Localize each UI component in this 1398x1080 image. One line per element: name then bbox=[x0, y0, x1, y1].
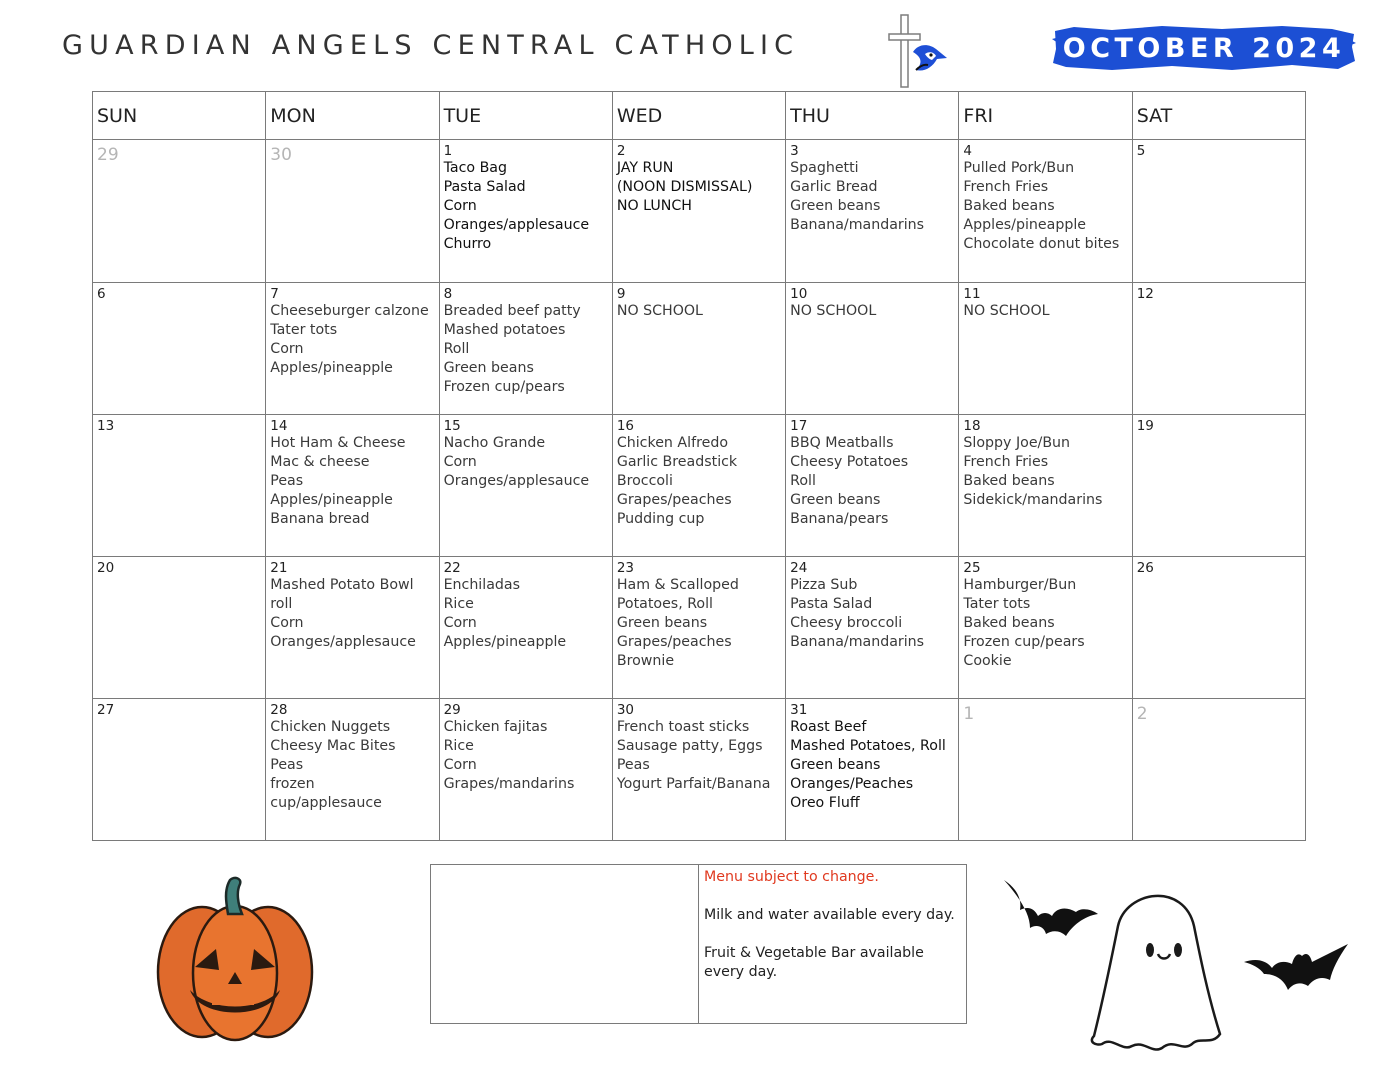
menu-calendar bbox=[92, 91, 1306, 841]
bat-right-icon bbox=[1242, 940, 1352, 992]
notes-box bbox=[430, 864, 967, 1024]
menu-change-notice: Menu subject to change. bbox=[704, 869, 879, 885]
menu-item: Corn bbox=[443, 615, 477, 631]
calendar-day-cell bbox=[1132, 557, 1305, 699]
fruit-bar-note-line2: every day. bbox=[704, 964, 778, 980]
menu-item: (NOON DISMISSAL) bbox=[616, 179, 753, 195]
calendar-day-cell bbox=[959, 415, 1132, 557]
calendar-day-cell bbox=[93, 415, 266, 557]
day-number: 4 bbox=[963, 143, 972, 159]
calendar-day-cell bbox=[439, 557, 612, 699]
calendar-day-cell bbox=[439, 699, 612, 841]
day-number: 24 bbox=[790, 560, 808, 576]
calendar-week-row bbox=[93, 699, 1306, 841]
calendar-day-cell bbox=[439, 415, 612, 557]
menu-item: Chocolate donut bites bbox=[963, 236, 1120, 252]
calendar-day-cell bbox=[959, 557, 1132, 699]
menu-item: Green beans bbox=[790, 492, 881, 508]
menu-item: Cheesy Potatoes bbox=[790, 454, 909, 470]
calendar-day-cell bbox=[612, 283, 785, 415]
menu-item: Breaded beef patty bbox=[443, 303, 581, 319]
calendar-week-row bbox=[93, 415, 1306, 557]
menu-item: Corn bbox=[443, 757, 477, 773]
menu-item: Spaghetti bbox=[790, 160, 859, 176]
calendar-day-cell bbox=[93, 557, 266, 699]
day-number: 16 bbox=[616, 418, 635, 434]
menu-item: Cookie bbox=[963, 653, 1012, 669]
menu-item: JAY RUN bbox=[616, 160, 674, 176]
menu-item: Sausage patty, Eggs bbox=[616, 738, 763, 754]
day-number: 25 bbox=[963, 560, 981, 576]
calendar-day-cell bbox=[786, 283, 959, 415]
school-title: GUARDIAN ANGELS CENTRAL CATHOLIC bbox=[62, 30, 800, 61]
weekday-wed: WED bbox=[612, 92, 785, 140]
menu-item: Oranges/applesauce bbox=[443, 473, 590, 489]
menu-item: Banana bread bbox=[270, 511, 370, 527]
menu-item: NO SCHOOL bbox=[616, 303, 703, 319]
menu-item: Nacho Grande bbox=[443, 435, 546, 451]
menu-item: Grapes/peaches bbox=[616, 492, 732, 508]
calendar-day-cell bbox=[786, 415, 959, 557]
menu-item: Corn bbox=[270, 615, 304, 631]
menu-item: Apples/pineapple bbox=[963, 217, 1087, 233]
menu-item: Cheesy broccoli bbox=[790, 615, 903, 631]
menu-item: Chicken fajitas bbox=[443, 719, 548, 735]
day-number: 7 bbox=[270, 286, 279, 302]
calendar-day-cell bbox=[786, 140, 959, 283]
ghost-icon bbox=[1074, 886, 1224, 1056]
menu-item: Pizza Sub bbox=[790, 577, 858, 593]
month-banner bbox=[1052, 25, 1356, 71]
menu-item: Baked beans bbox=[963, 473, 1055, 489]
calendar-day-cell bbox=[612, 699, 785, 841]
menu-item: Oranges/applesauce bbox=[443, 217, 590, 233]
menu-item: Sloppy Joe/Bun bbox=[963, 435, 1071, 451]
calendar-day-cell bbox=[266, 415, 439, 557]
menu-item: Grapes/peaches bbox=[616, 634, 732, 650]
menu-item: Banana/pears bbox=[790, 511, 889, 527]
weekday-tue: TUE bbox=[439, 92, 612, 140]
calendar-day-cell bbox=[93, 140, 266, 283]
day-number: 27 bbox=[97, 702, 115, 718]
menu-item: frozen bbox=[270, 776, 315, 792]
menu-item: Apples/pineapple bbox=[270, 492, 393, 508]
menu-item: Pasta Salad bbox=[790, 596, 873, 612]
day-number: 15 bbox=[443, 418, 461, 434]
calendar-day-cell bbox=[612, 557, 785, 699]
menu-item: Frozen cup/pears bbox=[963, 634, 1085, 650]
menu-item: Hot Ham & Cheese bbox=[270, 435, 406, 451]
day-number: 21 bbox=[270, 560, 288, 576]
menu-item: Green beans bbox=[616, 615, 708, 631]
menu-item: Broccoli bbox=[616, 473, 673, 489]
day-number: 12 bbox=[1136, 286, 1154, 302]
day-number: 9 bbox=[616, 286, 626, 302]
menu-item: Apples/pineapple bbox=[270, 360, 393, 376]
menu-item: French Fries bbox=[963, 179, 1049, 195]
month-title: OCTOBER 2024 bbox=[1062, 33, 1346, 64]
menu-item: Sidekick/mandarins bbox=[963, 492, 1103, 508]
menu-item: Corn bbox=[443, 198, 477, 214]
calendar-week-row bbox=[93, 557, 1306, 699]
weekday-fri: FRI bbox=[959, 92, 1132, 140]
menu-item: Roll bbox=[790, 473, 816, 489]
menu-item: Banana/mandarins bbox=[790, 634, 925, 650]
weekday-sat: SAT bbox=[1132, 92, 1305, 140]
cross-bluejay-logo bbox=[880, 12, 960, 90]
menu-item: Corn bbox=[443, 454, 477, 470]
menu-item: roll bbox=[270, 596, 293, 612]
menu-item: Churro bbox=[443, 236, 492, 252]
menu-item: BBQ Meatballs bbox=[790, 435, 894, 451]
milk-water-note: Milk and water available every day. bbox=[704, 907, 955, 923]
jack-o-lantern-icon bbox=[150, 872, 320, 1044]
menu-item: Oranges/Peaches bbox=[790, 776, 914, 792]
menu-item: French toast sticks bbox=[616, 719, 750, 735]
fruit-bar-note-line1: Fruit & Vegetable Bar available bbox=[704, 945, 924, 961]
menu-item: French Fries bbox=[963, 454, 1049, 470]
calendar-day-cell bbox=[266, 283, 439, 415]
menu-item: Cheeseburger calzone bbox=[270, 303, 429, 319]
menu-item: Pudding cup bbox=[616, 511, 705, 527]
day-number: 19 bbox=[1136, 418, 1154, 434]
calendar-day-cell bbox=[786, 557, 959, 699]
calendar-day-cell bbox=[266, 699, 439, 841]
calendar-day-cell bbox=[93, 283, 266, 415]
menu-item: Rice bbox=[443, 596, 474, 612]
menu-item: Brownie bbox=[616, 653, 675, 669]
menu-item: Enchiladas bbox=[443, 577, 520, 593]
menu-item: Hamburger/Bun bbox=[963, 577, 1077, 593]
menu-item: Chicken Alfredo bbox=[616, 435, 729, 451]
day-number: 1 bbox=[443, 143, 453, 159]
menu-item: Green beans bbox=[443, 360, 534, 376]
calendar-day-cell bbox=[959, 140, 1132, 283]
menu-item: NO SCHOOL bbox=[790, 303, 877, 319]
day-number: 17 bbox=[790, 418, 808, 434]
day-number: 3 bbox=[790, 143, 799, 159]
menu-item: Roll bbox=[443, 341, 470, 357]
menu-item: Mashed potatoes bbox=[443, 322, 566, 338]
calendar-day-cell bbox=[612, 140, 785, 283]
menu-item: Baked beans bbox=[963, 615, 1055, 631]
menu-item: Green beans bbox=[790, 198, 881, 214]
menu-item: cup/applesauce bbox=[270, 795, 382, 811]
day-number: 29 bbox=[97, 145, 119, 165]
day-number: 14 bbox=[270, 418, 288, 434]
day-number: 8 bbox=[443, 286, 453, 302]
menu-item: Mashed Potato Bowl bbox=[270, 577, 414, 593]
day-number: 2 bbox=[1136, 704, 1148, 724]
menu-item: Taco Bag bbox=[443, 160, 507, 176]
weekday-header-row bbox=[93, 92, 1306, 140]
calendar-day-cell bbox=[1132, 699, 1305, 841]
menu-item: Roast Beef bbox=[790, 719, 867, 735]
menu-item: Banana/mandarins bbox=[790, 217, 925, 233]
menu-item: Tater tots bbox=[963, 596, 1031, 612]
menu-item: Chicken Nuggets bbox=[270, 719, 391, 735]
menu-item: Peas bbox=[270, 473, 304, 489]
calendar-day-cell bbox=[1132, 415, 1305, 557]
menu-item: Green beans bbox=[790, 757, 881, 773]
menu-item: Apples/pineapple bbox=[443, 634, 567, 650]
calendar-day-cell bbox=[439, 140, 612, 283]
menu-item: Peas bbox=[616, 757, 650, 773]
weekday-thu: THU bbox=[786, 92, 959, 140]
day-number: 11 bbox=[963, 286, 981, 302]
menu-item: Tater tots bbox=[270, 322, 338, 338]
menu-item: Baked beans bbox=[963, 198, 1055, 214]
day-number: 23 bbox=[616, 560, 635, 576]
calendar-day-cell bbox=[266, 557, 439, 699]
menu-item: Garlic Breadstick bbox=[616, 454, 738, 470]
menu-item: Oreo Fluff bbox=[790, 795, 860, 811]
menu-item: NO LUNCH bbox=[616, 198, 692, 214]
calendar-week-row bbox=[93, 140, 1306, 283]
menu-item: Oranges/applesauce bbox=[270, 634, 416, 650]
menu-item: Cheesy Mac Bites bbox=[270, 738, 396, 754]
calendar-day-cell bbox=[959, 283, 1132, 415]
calendar-day-cell bbox=[93, 699, 266, 841]
calendar-day-cell bbox=[439, 283, 612, 415]
menu-item: Grapes/mandarins bbox=[443, 776, 575, 792]
menu-item: Pasta Salad bbox=[443, 179, 526, 195]
calendar-week-row bbox=[93, 283, 1306, 415]
cross-bluejay-icon bbox=[880, 12, 960, 90]
notes-divider bbox=[698, 865, 699, 1023]
day-number: 30 bbox=[616, 702, 635, 718]
day-number: 30 bbox=[270, 145, 292, 165]
day-number: 28 bbox=[270, 702, 288, 718]
calendar-body bbox=[93, 140, 1306, 841]
calendar-day-cell bbox=[1132, 140, 1305, 283]
menu-item: Potatoes, Roll bbox=[616, 596, 713, 612]
calendar-day-cell bbox=[786, 699, 959, 841]
menu-item: Peas bbox=[270, 757, 304, 773]
day-number: 10 bbox=[790, 286, 808, 302]
day-number: 18 bbox=[963, 418, 981, 434]
weekday-sun: SUN bbox=[93, 92, 266, 140]
day-number: 20 bbox=[97, 560, 115, 576]
day-number: 5 bbox=[1136, 143, 1146, 159]
day-number: 2 bbox=[616, 143, 626, 159]
menu-item: Rice bbox=[443, 738, 474, 754]
menu-item: Mac & cheese bbox=[270, 454, 370, 470]
menu-item: Frozen cup/pears bbox=[443, 379, 565, 395]
calendar-day-cell bbox=[1132, 283, 1305, 415]
calendar-day-cell bbox=[612, 415, 785, 557]
menu-item: NO SCHOOL bbox=[963, 303, 1050, 319]
menu-item: Garlic Bread bbox=[790, 179, 878, 195]
day-number: 1 bbox=[963, 704, 975, 724]
menu-item: Pulled Pork/Bun bbox=[963, 160, 1075, 176]
day-number: 13 bbox=[97, 418, 115, 434]
menu-item: Yogurt Parfait/Banana bbox=[616, 776, 771, 792]
menu-item: Ham & Scalloped bbox=[616, 577, 739, 593]
menu-item: Corn bbox=[270, 341, 304, 357]
day-number: 26 bbox=[1136, 560, 1154, 576]
calendar-day-cell bbox=[959, 699, 1132, 841]
day-number: 31 bbox=[790, 702, 808, 718]
day-number: 22 bbox=[443, 560, 461, 576]
day-number: 29 bbox=[443, 702, 461, 718]
menu-item: Mashed Potatoes, Roll bbox=[790, 738, 946, 754]
weekday-mon: MON bbox=[266, 92, 439, 140]
calendar-day-cell bbox=[266, 140, 439, 283]
notes-text bbox=[704, 868, 966, 982]
day-number: 6 bbox=[97, 286, 106, 302]
